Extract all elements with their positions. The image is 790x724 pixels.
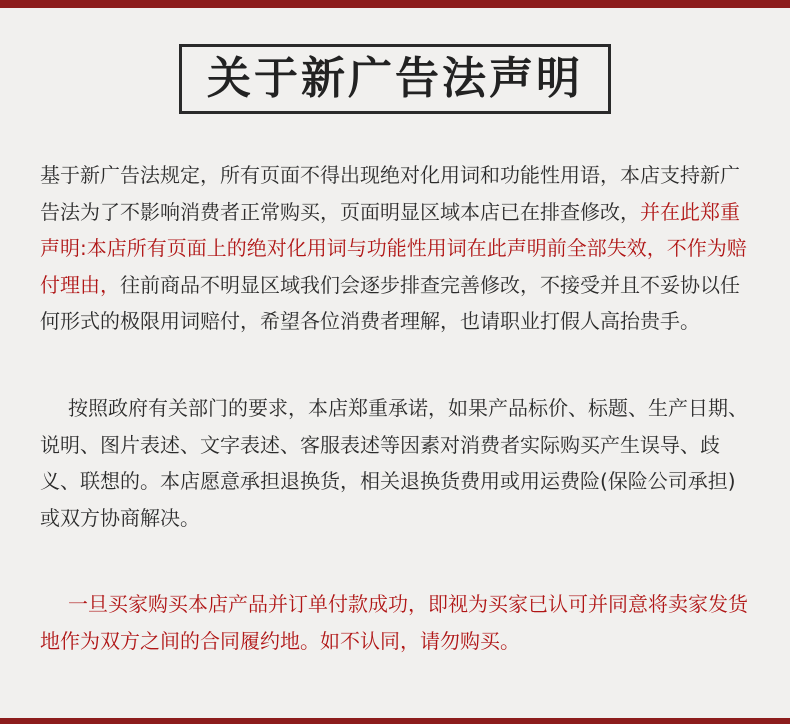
page-title: 关于新广告法声明 [207,53,583,104]
declaration-text-continued: 往前商品不明显区域我们会逐步排查完善修改，不接受并且不妥协以任何形式的极限用词赔付，希望各位消费者理解，也请职业打假人高抬贵手。 [40,272,740,334]
commitment-paragraph [40,390,755,536]
commitment-text: 按照政府有关部门的要求，本店郑重承诺，如果产品标价、标题、生产日期、说明、图片表述、文字表述、客服表述等因素对消费者实际购买产生误导、歧义、联想的。本店愿意承担退换货，相关退换货费用或用运费险(保险公司承担)或双方协商解决。 [40,395,748,530]
paragraph-spacer [40,340,755,390]
bottom-accent-bar [0,718,790,724]
declaration-text: 基于新广告法规定，所有页面不得出现绝对化用词和功能性用语，本店支持新广告法为了不影响消费者正常购买，页面明显区域本店已在排查修改， [40,163,740,224]
title-frame [179,44,611,114]
purchase-agreement-text: 一旦买家购买本店产品并订单付款成功，即视为买家已认可并同意将卖家发货地作为双方之间的合同履约地。如不认同，请勿购买。 [40,592,748,653]
declaration-highlight: 并在此郑重声明:本店所有页面上的绝对化用词与功能性用词在此声明前全部失效，不作为赔付理由， [40,199,747,297]
declaration-paragraph [40,157,755,340]
top-accent-bar [0,0,790,8]
paragraph-spacer [40,536,755,586]
statement-body [40,157,755,660]
purchase-agreement-paragraph [40,586,755,659]
